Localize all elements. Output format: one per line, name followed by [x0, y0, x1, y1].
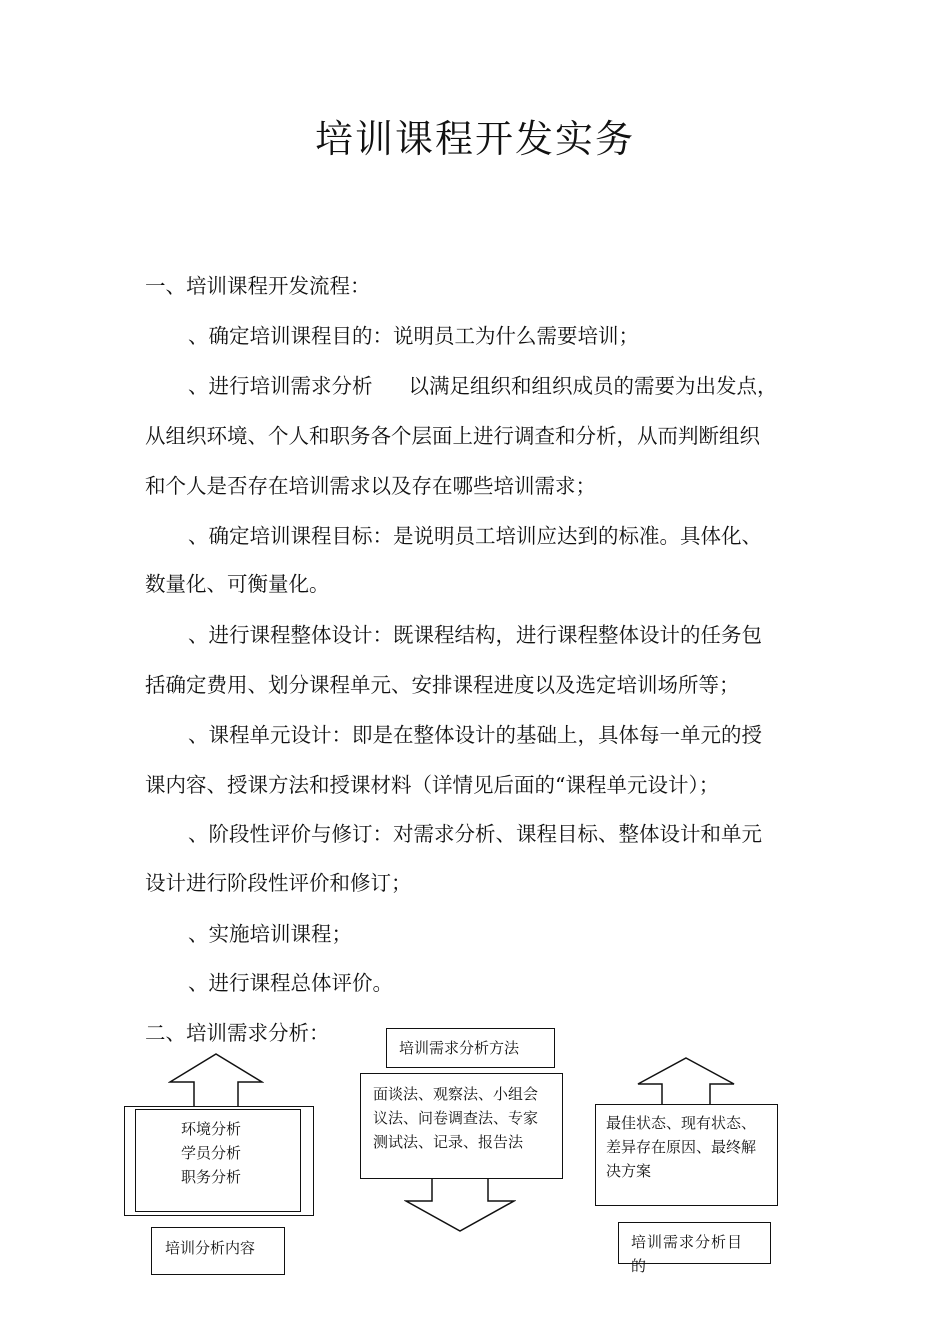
analysis-content-label: 培训分析内容 — [151, 1227, 285, 1275]
up-arrow-icon — [636, 1056, 736, 1110]
paragraph-line: 、进行课程总体评价。 — [188, 971, 393, 995]
paragraph-text: 以满足组织和组织成员的需要为出发点， — [408, 374, 778, 398]
diagram-text: 面谈法、观察法、小组会 — [373, 1085, 539, 1103]
down-arrow-icon — [404, 1175, 516, 1233]
diagram-text: 议法、问卷调查法、专家 — [373, 1109, 539, 1127]
paragraph-line: 、阶段性评价与修订：对需求分析、课程目标、整体设计和单元 — [188, 822, 762, 846]
up-arrow-icon — [168, 1052, 264, 1110]
paragraph-line: 从组织环境、个人和职务各个层面上进行调查和分析，从而判断组织 — [145, 424, 760, 448]
paragraph-text: 、进行培训需求分析 — [188, 374, 373, 398]
paragraph-line: 、确定培训课程目标：是说明员工培训应达到的标准。具体化、 — [188, 524, 762, 548]
analysis-content-list — [181, 1117, 241, 1189]
diagram-text: 决方案 — [606, 1162, 652, 1180]
diagram-text: 学员分析 — [181, 1144, 242, 1162]
method-label: 培训需求分析方法 — [386, 1028, 555, 1068]
paragraph-line: 、确定培训课程目的：说明员工为什么需要培训； — [188, 324, 639, 348]
purpose-content — [595, 1104, 778, 1206]
diagram-text: 环境分析 — [181, 1120, 242, 1138]
purpose-label-wrap: 的 — [631, 1257, 647, 1275]
method-content — [360, 1073, 563, 1179]
paragraph-line: 括确定费用、划分课程单元、安排课程进度以及选定培训场所等； — [145, 673, 740, 697]
paragraph-line: 课内容、授课方法和授课材料（详情见后面的“课程单元设计）； — [145, 773, 720, 797]
analysis-content-frame — [124, 1106, 314, 1216]
page-title: 培训课程开发实务 — [314, 117, 635, 161]
paragraph-line: 、进行课程整体设计：既课程结构，进行课程整体设计的任务包 — [188, 623, 762, 647]
diagram-text: 最佳状态、现有状态、 — [606, 1114, 757, 1132]
paragraph-line: 数量化、可衡量化。 — [145, 572, 330, 596]
paragraph-line: 、课程单元设计：即是在整体设计的基础上，具体每一单元的授 — [188, 723, 762, 747]
paragraph-line: 和个人是否存在培训需求以及存在哪些培训需求； — [145, 474, 596, 498]
paragraph-line — [188, 372, 810, 400]
paragraph-line: 、实施培训课程； — [188, 922, 352, 946]
diagram-text: 职务分析 — [181, 1168, 242, 1186]
purpose-label: 培训需求分析目 — [618, 1222, 771, 1264]
section-heading: 二、培训需求分析： — [145, 1021, 330, 1045]
section-heading: 一、培训课程开发流程： — [145, 274, 371, 298]
diagram-text: 差异存在原因、最终解 — [606, 1138, 757, 1156]
diagram-text: 测试法、记录、报告法 — [373, 1133, 524, 1151]
paragraph-line: 设计进行阶段性评价和修订； — [145, 871, 412, 895]
